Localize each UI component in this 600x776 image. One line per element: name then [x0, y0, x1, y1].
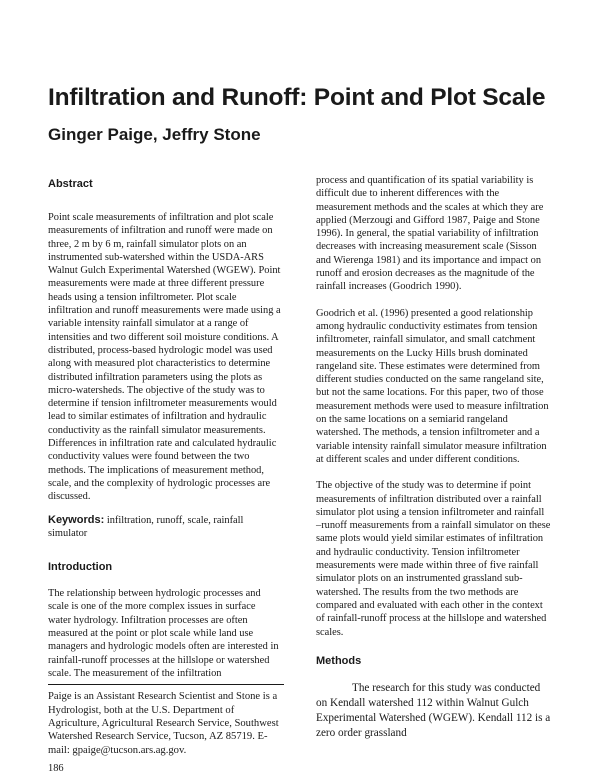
abstract-heading: Abstract — [48, 178, 93, 190]
right-column — [316, 174, 552, 741]
paper-authors: Ginger Paige, Jeffry Stone — [48, 125, 261, 144]
keywords-text: infiltration, runoff, scale, rainfall simulator — [48, 514, 244, 539]
keywords-label: Keywords: — [48, 513, 105, 526]
left-column — [48, 174, 281, 776]
intro-paragraph-continued: process and quantification of its spatial variability is difficult due to inherent differences with the measurement methods and the scales at which they are applied (Merzougi and Gifford 1987, Paige and Stone 1996). In general, the spatial variability of infiltration decreases with increasing measurement scale (Sisson and Wierenga 1981) and its importance and impact on runoff and erosion decreases as the magnitude of the rainfall increases (Goodrich 1990). — [316, 175, 544, 293]
abstract-body: Point scale measurements of infiltration and plot scale measurements of infiltration and runoff were made on three, 2 m by 6 m, rainfall simulator plots on an instrumented sub-watershed within the USDA-ARS Walnut Gulch Experimental Watershed (WGEW). Point measurements were made at three different pressure heads using a tension infiltrometer. Plot scale infiltration and runoff measurements were made using a variable intensity rainfall simulator at a range of intensities and two different soil moisture conditions. A distributed, process-based hydrologic model was used along with measured plot characteristics to determine distributed infiltration parameters using the plots as micro-watersheds. The objective of the study was to determine if tension infiltrometer measurements would lead to similar estimates of infiltration and hydraulic conductivity as the rainfall simulator measurements. Differences in infiltration rate and calculated hydraulic conductivity values were found between the two methods. The implications of measurement method, scale, and the complexity of hydrologic processes are discussed. — [48, 212, 281, 503]
paper-title: Infiltration and Runoff: Point and Plot Scale — [48, 84, 546, 111]
keywords — [48, 514, 281, 541]
methods-heading: Methods — [316, 654, 362, 667]
intro-paragraph-objective: The objective of the study was to determine if point measurements of infiltration distributed over a rainfall simulator plot using a tension infiltrometer and rainfall –runoff measurements from a rainfall simulator on these same plots would yield similar estimates of infiltration and hydraulic conductivity. Tension infiltrometer measurements were made within three of five rainfall simulator plots on an instrumented grassland sub-watershed. The results from the two methods are compared and evaluated with each other in the context of rainfall-runoff process at the hillslope and watershed scales. — [316, 480, 551, 638]
introduction-body: The relationship between hydrologic processes and scale is one of the more complex issues in surface water hydrology. Infiltration processes are often measured at the point or plot scale while land use managers and hydrologic models often are interested in rainfall-runoff processes at the hillslope or watershed scale. The measurement of the infiltration — [48, 588, 279, 679]
footnote-divider — [48, 684, 284, 685]
introduction-heading: Introduction — [48, 561, 113, 574]
page-number: 186 — [48, 763, 64, 775]
methods-body: The research for this study was conducted on Kendall watershed 112 within Walnut Gulch Experimental Watershed (WGEW). Kendall 112 is a zero order grassland — [316, 681, 551, 739]
author-footnote: Paige is an Assistant Research Scientist and Stone is a Hydrologist, both at the U.S. Department of Agriculture, Agricultural Research Service, Southwest Watershed Research Service, Tucson, AZ 85719. E-mail: gpaige@tucson.ars.ag.gov. — [48, 691, 279, 756]
intro-paragraph-goodrich: Goodrich et al. (1996) presented a good relationship among hydraulic conductivity estimates from tension infiltrometer, rainfall simulator, and small catchment measurements on the Lucky Hills brush dominated rangeland site. These estimates were determined from different studies conducted on the same rangeland site, but not the same locations. For this paper, two of those measurement methods were used to measure infiltration on the same locations on a semiarid rangeland watershed. The methods, a tension infiltrometer and a variable intensity rainfall simulator measure infiltration at different scales and under different conditions. — [316, 307, 549, 465]
